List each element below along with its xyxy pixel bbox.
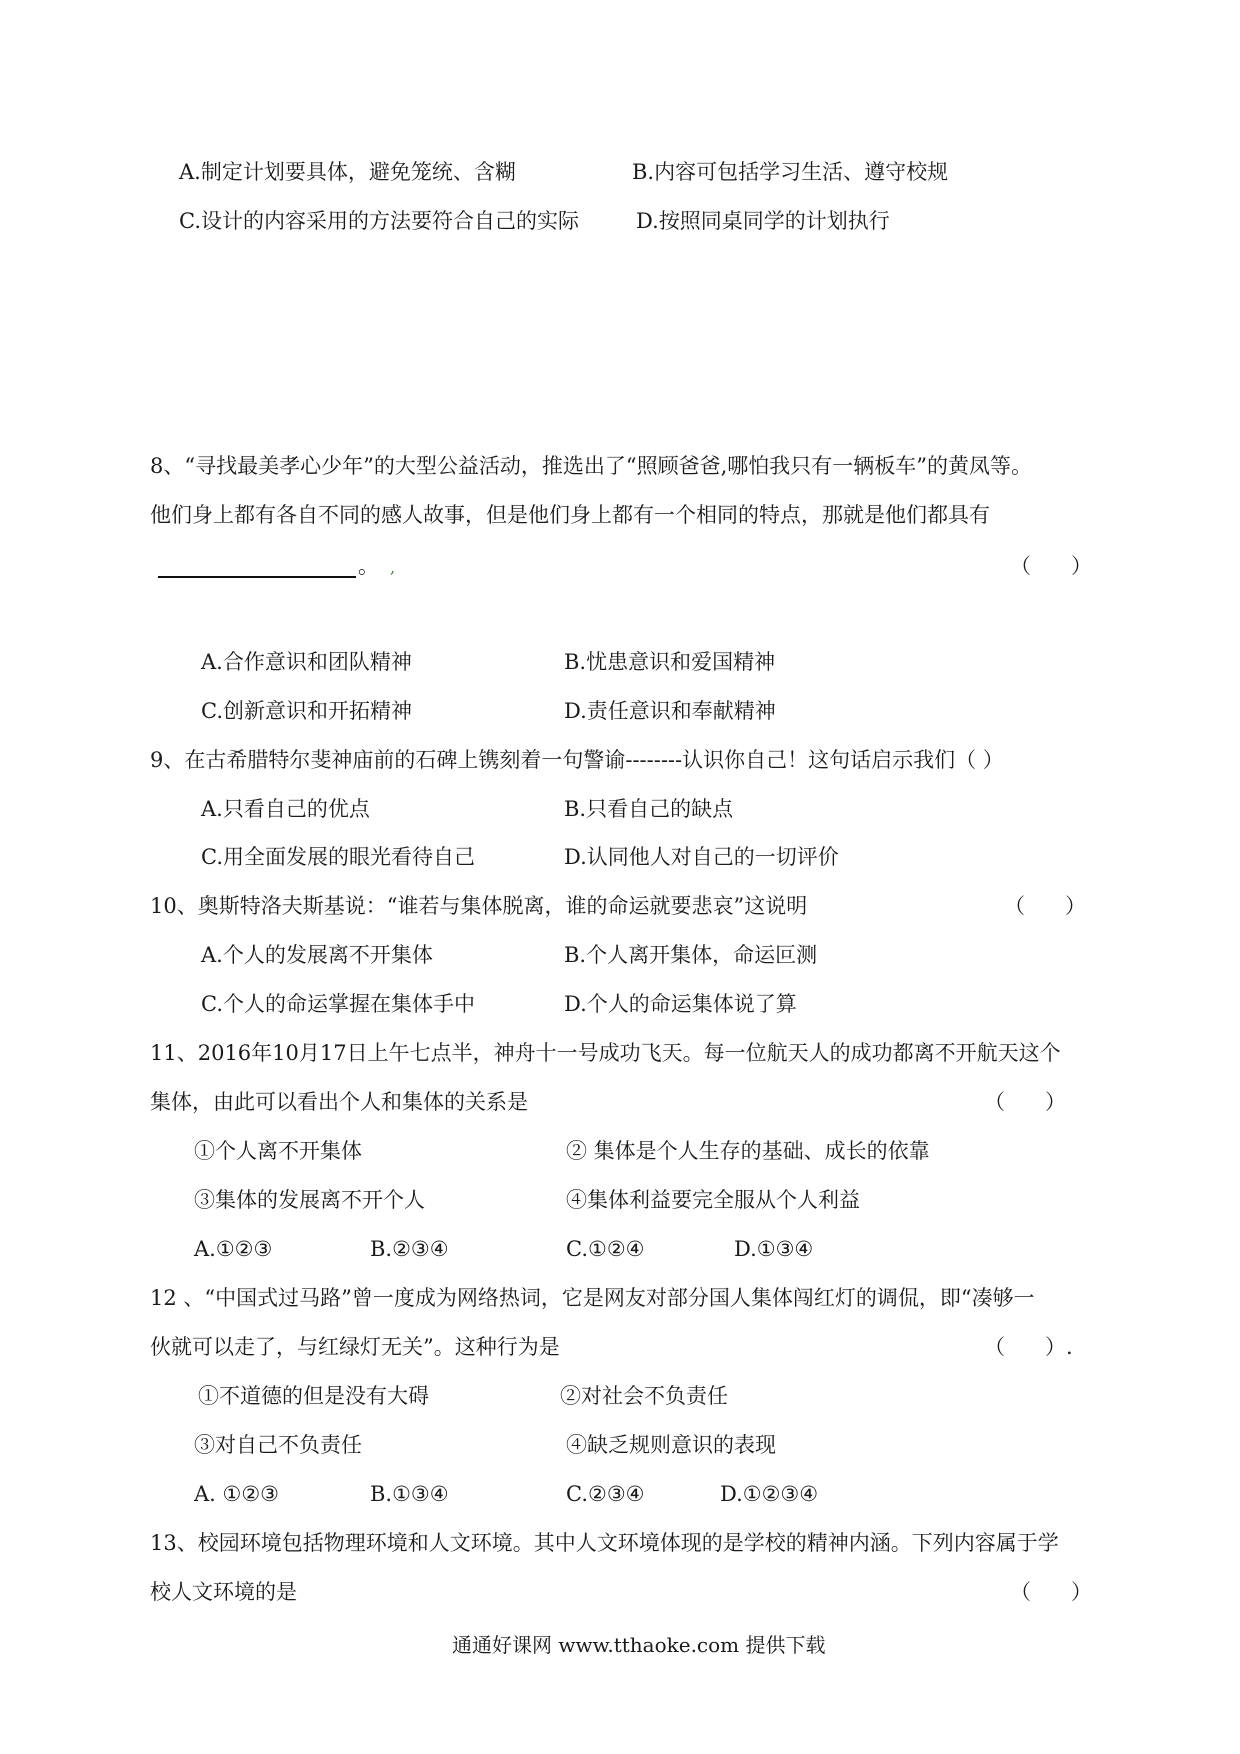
q12-statement-2: ②对社会不负责任 (560, 1384, 728, 1408)
q12-answer-paren: （ ）. (984, 1335, 1073, 1359)
q12-option-c: C.②③④ (566, 1482, 645, 1506)
q11-answer-paren: （ ） (984, 1090, 1067, 1114)
q11-option-b: B.②③④ (370, 1237, 449, 1261)
q10-option-c: C.个人的命运掌握在集体手中 (201, 992, 475, 1016)
q12-option-b: B.①③④ (370, 1482, 449, 1506)
q8-option-c: C.创新意识和开拓精神 (201, 699, 412, 723)
q11-statement-3: ③集体的发展离不开个人 (194, 1188, 425, 1212)
q11-option-d: D.①③④ (734, 1237, 814, 1261)
q12-statement-4: ④缺乏规则意识的表现 (566, 1433, 776, 1457)
q13-answer-paren: （ ） (1010, 1580, 1093, 1604)
q12-statement-1: ①不道德的但是没有大碍 (198, 1384, 429, 1408)
q12-stem-line2: 伙就可以走了，与红绿灯无关”。这种行为是 (150, 1335, 560, 1359)
q13-stem-line1: 13、校园环境包括物理环境和人文环境。其中人文环境体现的是学校的精神内涵。下列内容属于学 (150, 1531, 1059, 1555)
q8-answer-blank (158, 576, 356, 578)
q9-option-d: D.认同他人对自己的一切评价 (564, 845, 839, 869)
q10-option-d: D.个人的命运集体说了算 (564, 992, 797, 1016)
q12-statement-3: ③对自己不负责任 (194, 1433, 362, 1457)
q9-stem: 9、在古希腊特尔斐神庙前的石碑上镌刻着一句警谕--------认识你自己！这句话启示我们（ ） (150, 748, 1004, 772)
q8-option-a: A.合作意识和团队精神 (201, 650, 412, 674)
q8-option-b: B.忧患意识和爱国精神 (564, 650, 776, 674)
q7-option-a: A.制定计划要具体，避免笼统、含糊 (179, 160, 516, 184)
q7-option-b: B.内容可包括学习生活、遵守校规 (632, 160, 949, 184)
q11-option-a: A.①②③ (194, 1237, 273, 1261)
q7-option-d: D.按照同桌同学的计划执行 (636, 209, 890, 233)
q11-option-c: C.①②④ (566, 1237, 645, 1261)
q10-answer-paren: （ ） (1004, 894, 1087, 918)
q9-option-a: A.只看自己的优点 (201, 797, 370, 821)
q8-option-d: D.责任意识和奉献精神 (564, 699, 776, 723)
q11-statement-1: ①个人离不开集体 (194, 1139, 362, 1163)
q12-option-d: D.①②③④ (720, 1482, 819, 1506)
q10-stem: 10、奥斯特洛夫斯基说：“谁若与集体脱离，谁的命运就要悲哀”这说明 (150, 894, 808, 918)
q8-answer-paren: （ ） (1010, 554, 1093, 578)
q10-option-b: B.个人离开集体，命运叵测 (564, 943, 818, 967)
q11-stem-line2: 集体，由此可以看出个人和集体的关系是 (150, 1090, 528, 1114)
page-footer: 通通好课网 www.tthaoke.com 提供下载 (452, 1633, 826, 1657)
q12-option-a: A. ①②③ (194, 1482, 279, 1506)
q9-option-b: B.只看自己的缺点 (564, 797, 734, 821)
q12-stem-line1: 12 、“中国式过马路”曾一度成为网络热词，它是网友对部分国人集体闯红灯的调侃，即“凑够一 (150, 1286, 1035, 1310)
q8-stem-end: 。 (358, 554, 379, 578)
q10-option-a: A.个人的发展离不开集体 (201, 943, 433, 967)
q8-stem-line1: 8、“寻找最美孝心少年”的大型公益活动，推选出了“照顾爸爸,哪怕我只有一辆板车”的黄凤等。 (150, 454, 1032, 478)
green-dot-mark: , (390, 558, 396, 577)
q13-stem-line2: 校人文环境的是 (150, 1580, 297, 1604)
q8-stem-line2: 他们身上都有各自不同的感人故事，但是他们身上都有一个相同的特点，那就是他们都具有 (150, 503, 990, 527)
q11-statement-2: ② 集体是个人生存的基础、成长的依靠 (566, 1139, 930, 1163)
q11-statement-4: ④集体利益要完全服从个人利益 (566, 1188, 860, 1212)
q11-stem-line1: 11、2016年10月17日上午七点半，神舟十一号成功飞天。每一位航天人的成功都离不开航天这个 (150, 1041, 1061, 1065)
q7-option-c: C.设计的内容采用的方法要符合自己的实际 (179, 209, 579, 233)
q9-option-c: C.用全面发展的眼光看待自己 (201, 845, 475, 869)
